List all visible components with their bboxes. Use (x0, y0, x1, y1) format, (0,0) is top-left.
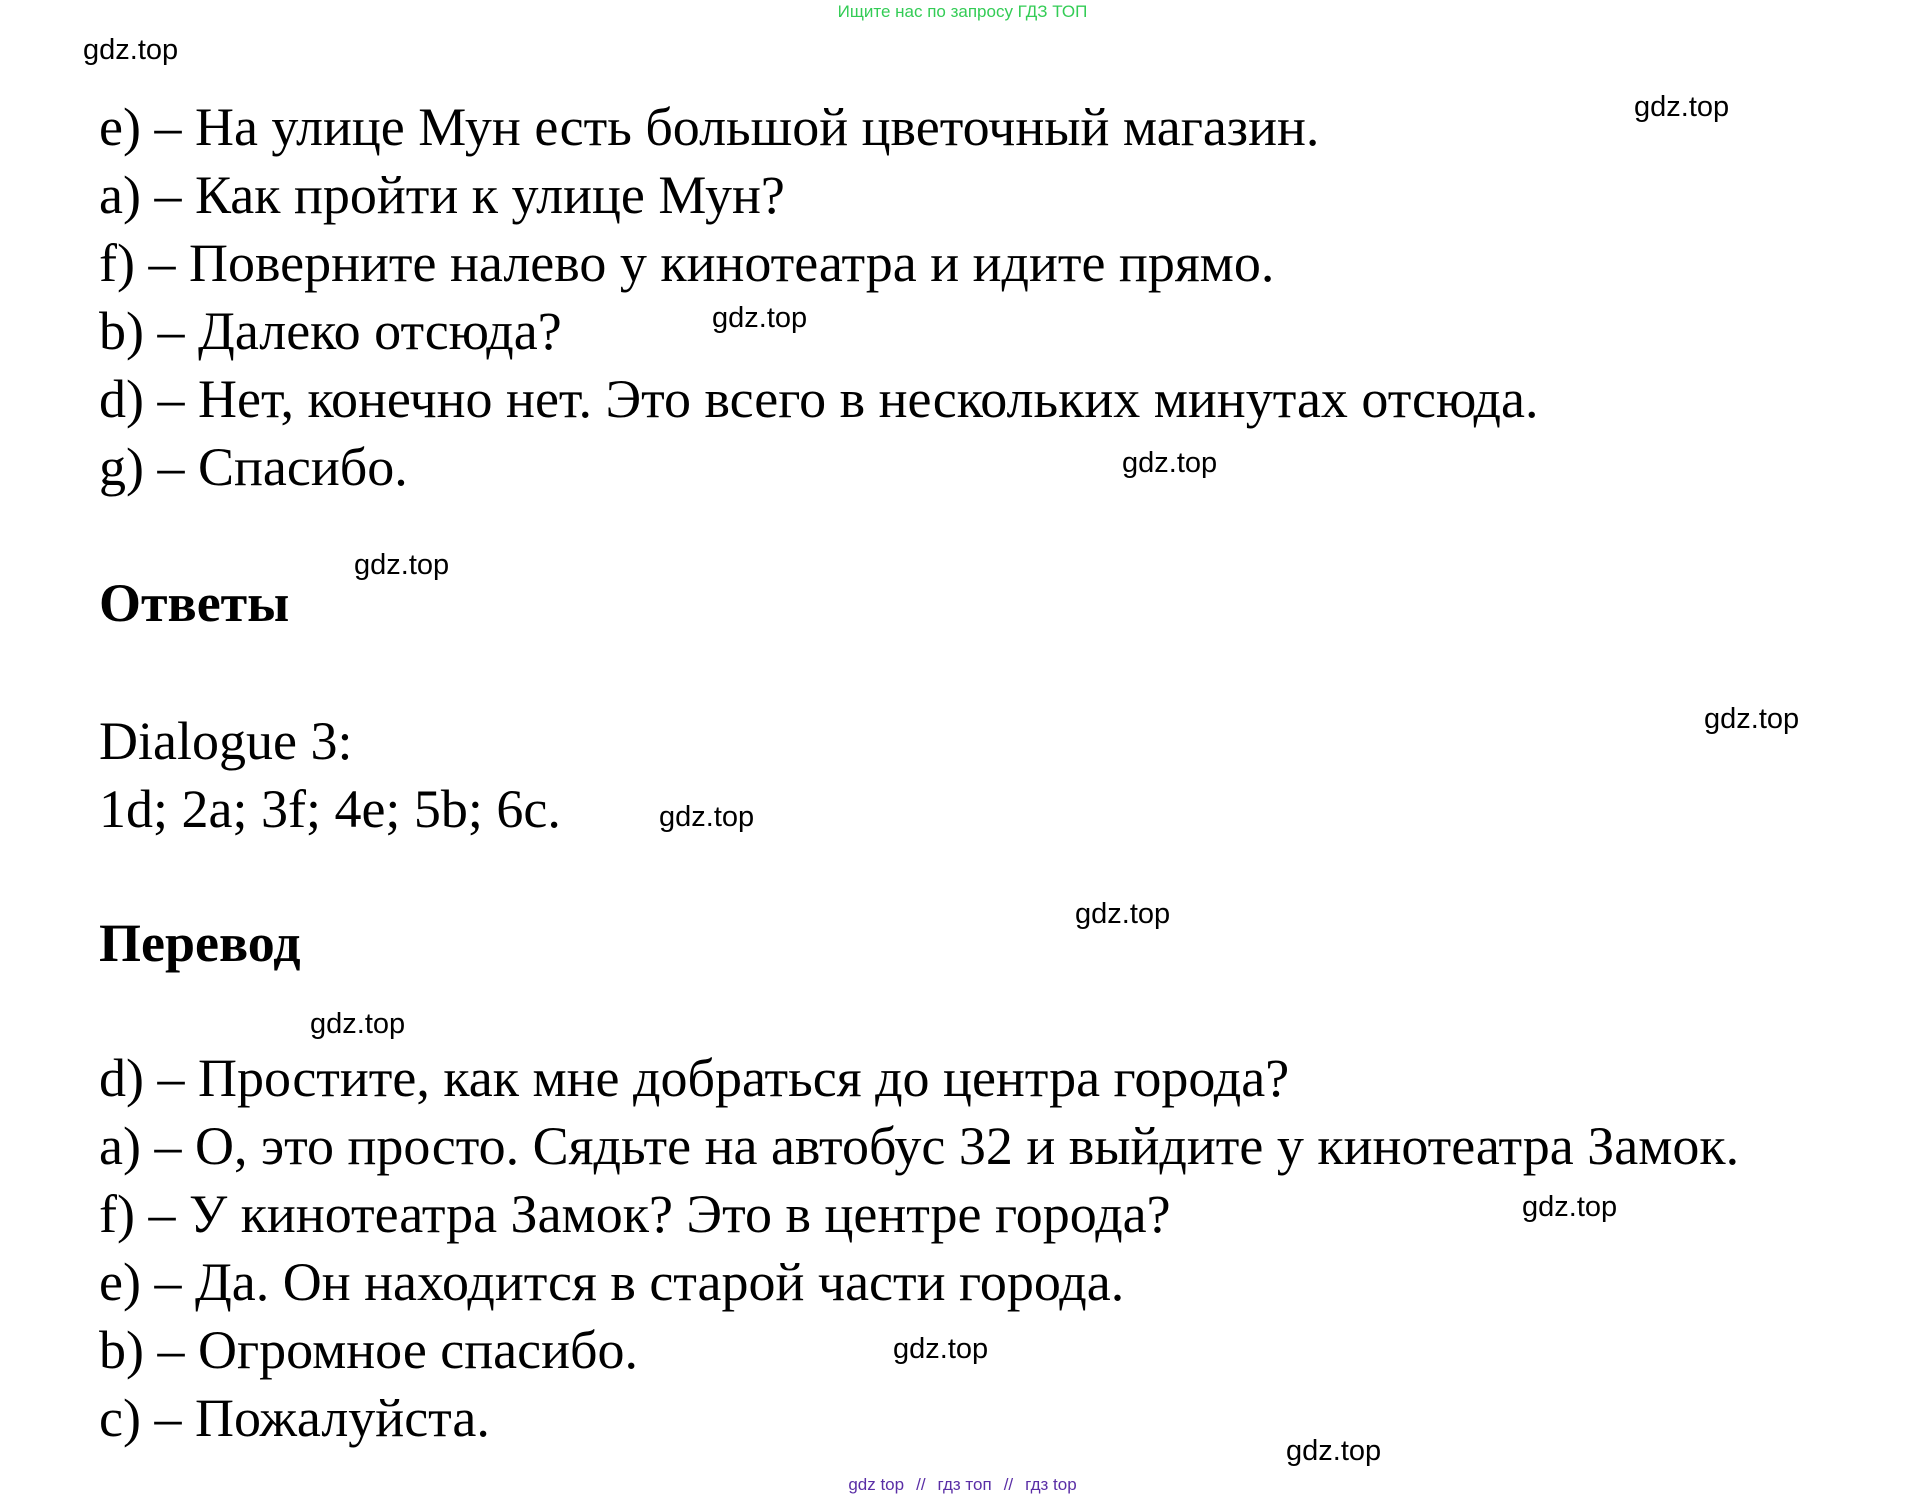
watermark: gdz.top (893, 1333, 989, 1365)
answers-heading: Ответы (99, 573, 290, 633)
translation-line: e) – Да. Он находится в старой части города. (99, 1252, 1125, 1312)
footer-link[interactable]: gdz top (848, 1475, 905, 1494)
footer-separator: // (1003, 1475, 1014, 1494)
footer-link[interactable]: гдз топ (937, 1475, 992, 1494)
watermark: gdz.top (659, 801, 755, 833)
footer (0, 1475, 1925, 1495)
footer-separator: // (916, 1475, 926, 1494)
dialogue-line: e) – На улице Мун есть большой цветочный магазин. (99, 97, 1320, 157)
watermark: gdz.top (1075, 898, 1171, 930)
top-banner: Ищите нас по запросу ГДЗ ТОП (837, 2, 1088, 21)
dialogue-line: d) – Нет, конечно нет. Это всего в нескольких минутах отсюда. (99, 369, 1539, 429)
dialogue-line: g) – Спасибо. (99, 437, 408, 497)
translation-line: a) – О, это просто. Сядьте на автобус 32 и выйдите у кинотеатра Замок. (99, 1116, 1740, 1176)
watermark: gdz.top (310, 1008, 406, 1040)
watermark: gdz.top (712, 302, 808, 334)
translation-line: d) – Простите, как мне добраться до центра города? (99, 1048, 1290, 1108)
watermark: gdz.top (1122, 447, 1218, 479)
dialogue-line: f) – Поверните налево у кинотеатра и идите прямо. (99, 233, 1275, 293)
dialogue-line: a) – Как пройти к улице Мун? (99, 165, 785, 225)
translation-line: f) – У кинотеатра Замок? Это в центре города? (99, 1184, 1171, 1244)
translation-line: b) – Огромное спасибо. (99, 1320, 638, 1380)
watermark: gdz.top (1522, 1191, 1618, 1223)
watermark: gdz.top (1704, 703, 1800, 735)
watermark: gdz.top (83, 34, 179, 66)
watermark: gdz.top (354, 549, 450, 581)
translation-heading: Перевод (99, 913, 301, 973)
dialogue-label: Dialogue 3: (99, 711, 353, 771)
watermark: gdz.top (1634, 91, 1730, 123)
dialogue-line: b) – Далеко отсюда? (99, 301, 562, 361)
answer-sequence: 1d; 2a; 3f; 4e; 5b; 6c. (99, 779, 561, 839)
footer-link[interactable]: гдз top (1025, 1475, 1077, 1494)
translation-line: c) – Пожалуйста. (99, 1388, 490, 1448)
watermark: gdz.top (1286, 1435, 1382, 1467)
